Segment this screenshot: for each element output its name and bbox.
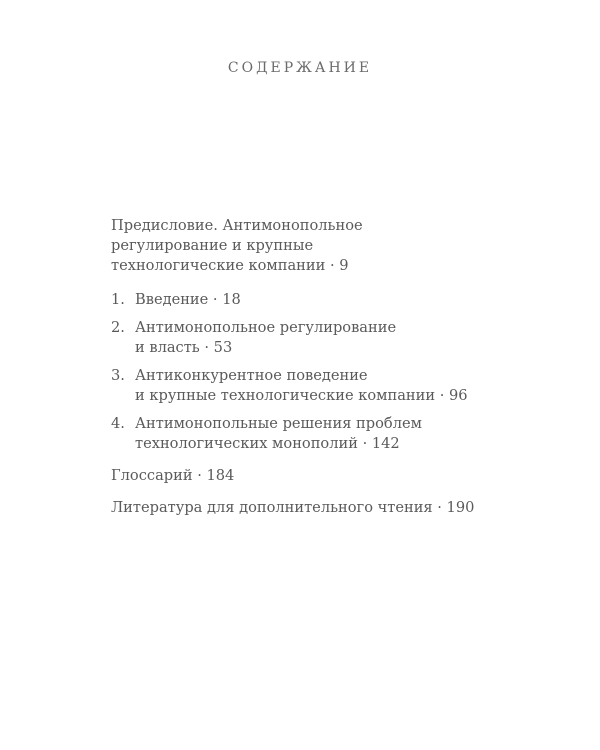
glossary-entry: Глоссарий · 184 [111,467,235,484]
chapter-entry-4 [111,414,531,454]
chapter-title [135,414,531,454]
contents-heading: СОДЕРЖАНИЕ [227,60,373,76]
chapter-number: 3. [111,367,125,384]
table-of-contents [111,216,531,530]
chapter-title [135,366,531,406]
preface-entry [111,216,531,276]
preface-line: регулирование и крупные [111,237,314,254]
chapter-entry-3 [111,366,531,406]
chapter-title-line: и крупные технологические компании · 96 [135,387,468,404]
chapter-number: 4. [111,415,125,432]
further-reading-entry: Литература для дополнительного чтения · 190 [111,499,475,516]
chapter-number: 2. [111,319,125,336]
chapter-title-line: Введение · 18 [135,291,241,308]
chapter-list [111,290,531,454]
chapter-entry-1 [111,290,531,310]
chapter-title [135,318,531,358]
preface-line: технологические компании · 9 [111,257,349,274]
chapter-number: 1. [111,291,125,308]
chapter-entry-2 [111,318,531,358]
back-matter-list [111,466,531,518]
chapter-title-line: Антимонопольное регулирование [135,319,397,336]
chapter-title-line: и власть · 53 [135,339,233,356]
chapter-title [135,290,531,310]
chapter-title-line: Антимонопольные решения проблем [135,415,422,432]
chapter-title-line: Антиконкурентное поведение [135,367,368,384]
chapter-title-line: технологических монополий · 142 [135,435,400,452]
preface-line: Предисловие. Антимонопольное [111,217,363,234]
